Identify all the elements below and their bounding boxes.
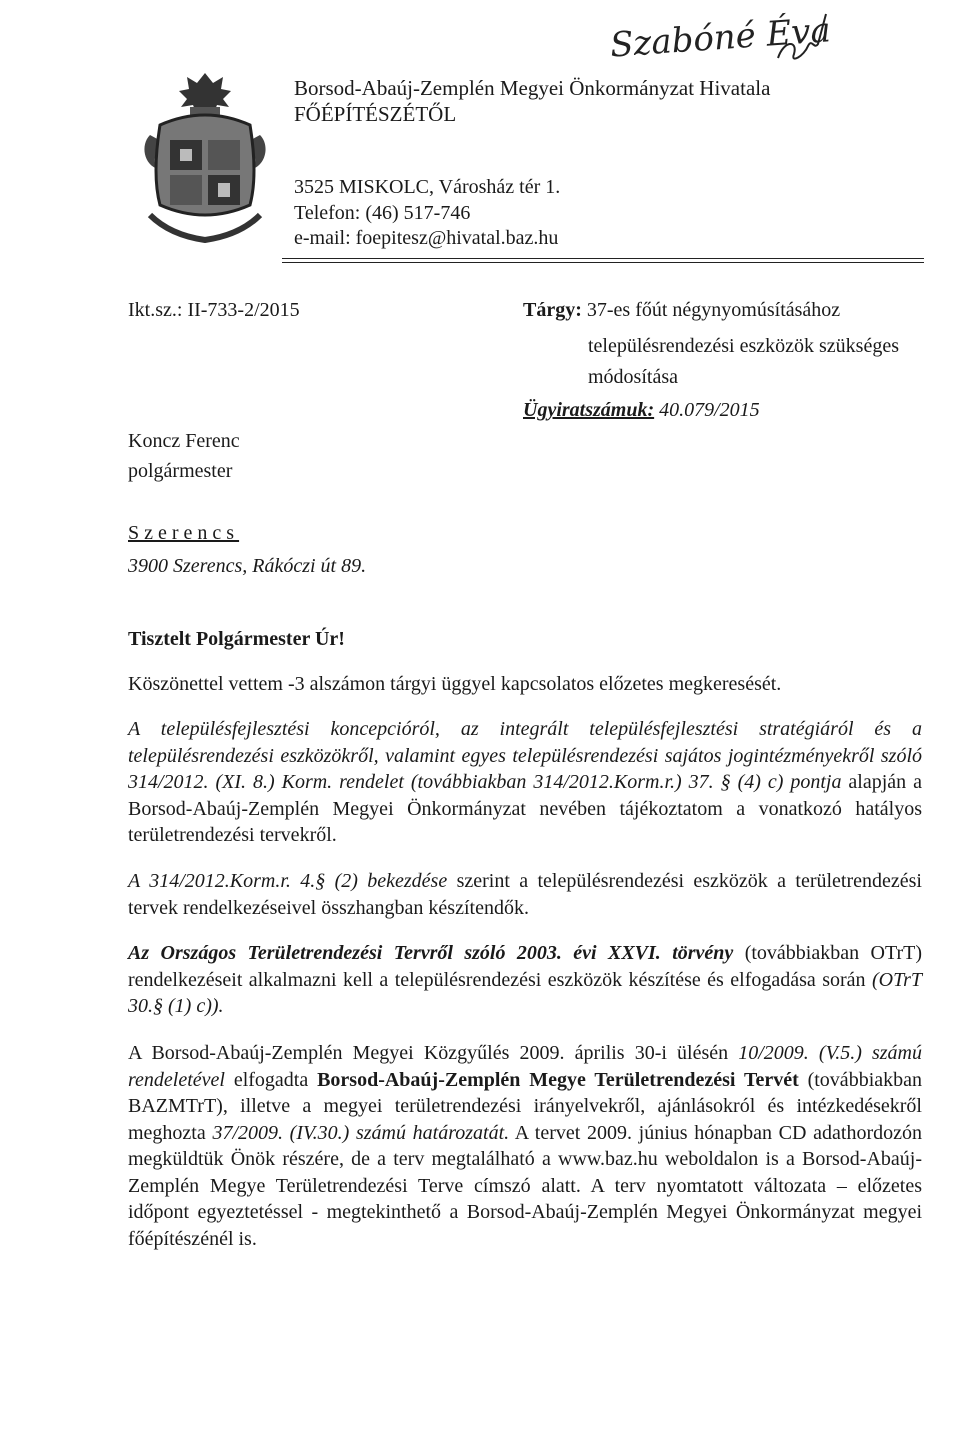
phone: Telefon: (46) 517-746 <box>294 202 471 224</box>
org-name: Borsod-Abaúj-Zemplén Megyei Önkormányzat Hivatala <box>294 76 771 100</box>
p4-decree: 10/2009. (V.5.) számú rendeletével <box>128 1042 923 1091</box>
subject-text-1: 37-es főút négynyomúsításához <box>586 299 841 321</box>
recipient-city: Szerencs <box>128 522 240 544</box>
subject-line-1 <box>523 297 840 323</box>
p2-text: szerint a településrendezési eszközök a területrendezési tervek rendelkezéseivel összhangban készítendők. <box>128 870 922 919</box>
recipient-name: Koncz Ferenc <box>128 430 240 452</box>
handwritten-note: Szabóné Éva <box>608 10 832 66</box>
recipient-address: 3900 Szerencs, Rákóczi út 89. <box>128 555 367 577</box>
greeting: Tisztelt Polgármester Úr! <box>128 628 345 650</box>
department-name: FŐÉPÍTÉSZÉTŐL <box>294 102 457 126</box>
iktato-value: II-733-2/2015 <box>187 299 300 321</box>
paragraph-county-plan <box>128 1040 922 1252</box>
subject-line-3: módosítása <box>588 366 678 388</box>
p4-text-e: (továbbiakban BAZMTrT), illetve a megyei területrendezési irányelvekről, ajánlásokról és intézkedésekről meghozta <box>128 1068 922 1144</box>
intro-paragraph: Köszönettel vettem -3 alszámon tárgyi üggyel kapcsolatos előzetes megkeresését. <box>128 673 782 695</box>
p1-citation: A településfejlesztési koncepcióról, az integrált településfejlesztési stratégiáról és a településrendezési eszközökről, valamint egyes településrendezési sajátos jogintézményekről szóló 314/2012. (XI. 8.) Korm. rendelet (továbbiakban 314/2012.Korm.r.) 37. § (4) c) pontja <box>128 718 922 793</box>
paragraph-consistency <box>128 868 922 921</box>
address: 3525 MISKOLC, Városház tér 1. <box>294 176 561 198</box>
subject-line-2: településrendezési eszközök szükséges <box>588 335 899 357</box>
p4-text-g: A tervet 2009. június hónapban CD adathordozón megküldtük Önök részére, de a terv megtalálható a www.baz.hu weboldalon is a Borsod-Abaúj-Zemplén Megye Területrendezési Terve címszó alatt. A terv nyomtatott változata – előzetes időpont egyeztetéssel - megtekinthető a Borsod-Abaúj-Zemplén Megyei Önkormányzat megyei főépítészénél is. <box>128 1121 922 1250</box>
recipient-title: polgármester <box>128 460 233 482</box>
header-divider-bottom <box>282 262 924 263</box>
case-label: Ügyiratszámuk: <box>523 399 655 421</box>
p4-plan-name: Borsod-Abaúj-Zemplén Megye Területrendezési Tervét <box>317 1068 799 1091</box>
p4-resolution: 37/2009. (IV.30.) számú határozatát. <box>212 1121 510 1144</box>
case-number <box>523 397 760 423</box>
p4-text-c: elfogadta <box>224 1068 318 1091</box>
p3-text: (továbbiakban OTrT) rendelkezéseit alkalmazni kell a településrendezési eszközök készítése és elfogadása során <box>128 942 922 991</box>
p3-citation: (OTrT 30.§ (1) c)). <box>128 968 922 1017</box>
header-divider-top <box>282 258 924 259</box>
handwritten-initials <box>770 10 830 70</box>
p2-citation: A 314/2012.Korm.r. 4.§ (2) bekezdése <box>128 870 448 892</box>
iktato-label: Ikt.sz.: <box>128 299 183 321</box>
p1-text: alapján a Borsod-Abaúj-Zemplén Megyei Önkormányzat nevében tájékoztatom a vonatkozó hatályos területrendezési tervekről. <box>128 771 923 846</box>
subject-label: Tárgy: <box>523 299 582 321</box>
email: e-mail: foepitesz@hivatal.baz.hu <box>294 227 559 249</box>
p3-law-title: Az Országos Területrendezési Tervről szóló 2003. évi XXVI. törvény <box>128 942 734 964</box>
iktato-number <box>128 297 300 323</box>
p4-text-a: A Borsod-Abaúj-Zemplén Megyei Közgyűlés 2009. április 30-i ülésén <box>128 1042 739 1064</box>
paragraph-otrt <box>128 940 922 1020</box>
paragraph-legal-basis <box>128 716 922 849</box>
case-value: 40.079/2015 <box>659 399 760 421</box>
coat-of-arms-emblem <box>130 65 280 255</box>
